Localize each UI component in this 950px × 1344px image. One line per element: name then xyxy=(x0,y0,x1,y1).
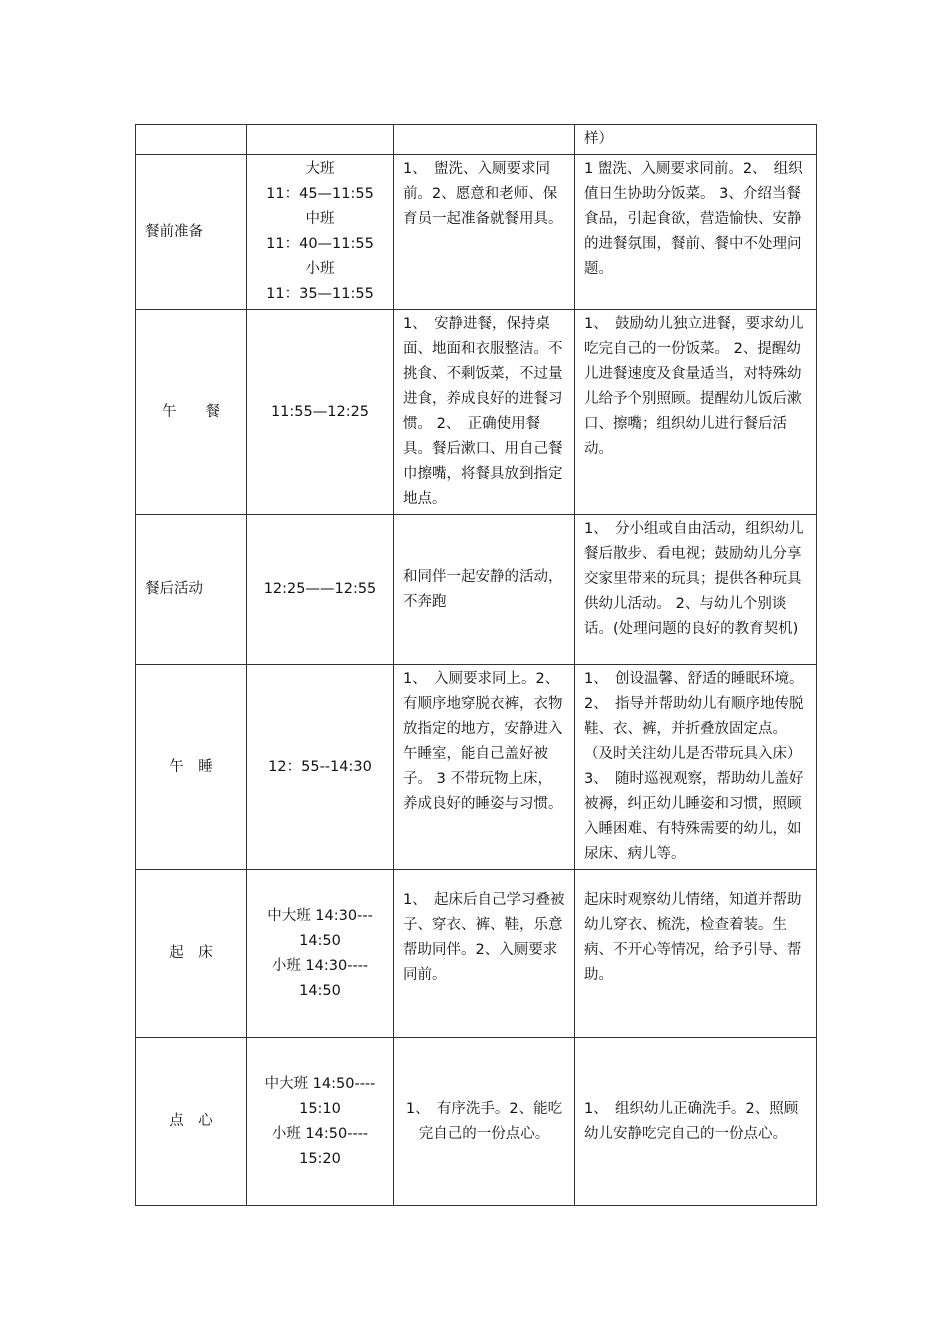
schedule-table xyxy=(135,124,817,1206)
child-requirement-cell xyxy=(394,125,575,155)
time-cell xyxy=(247,665,394,870)
teacher-duty-cell: 起床时观察幼儿情绪，知道并帮助幼儿穿衣、梳洗，检查着装。生病、不开心等情况，给予引导、帮助。 xyxy=(575,870,817,1038)
table-row xyxy=(136,155,817,310)
time-cell xyxy=(247,155,394,310)
time-line: 中班 xyxy=(305,211,335,227)
table-row xyxy=(136,665,817,870)
time-cell xyxy=(247,125,394,155)
time-line: 大班 xyxy=(305,161,335,177)
table-row xyxy=(136,125,817,155)
time-line: 12:25——12:55 xyxy=(263,581,377,597)
child-requirement-cell: 1、 有序洗手。2、能吃完自己的一份点心。 xyxy=(394,1038,575,1206)
time-line: 中大班 14:50---- xyxy=(264,1075,376,1092)
teacher-duty-cell: 1、 分小组或自由活动，组织幼儿餐后散步、看电视；鼓励幼儿分享交家里带来的玩具；提供各种玩具供幼儿活动。 2、与幼儿个别谈话。(处理问题的良好的教育契机) xyxy=(575,515,817,665)
child-requirement-cell: 1、 盥洗、入厕要求同前。2、愿意和老师、保育员一起准备就餐用具。 xyxy=(394,155,575,310)
activity-cell: 午 睡 xyxy=(136,665,247,870)
teacher-duty-cell: 1、 创设温馨、舒适的睡眠环境。 2、 指导并帮助幼儿有顺序地传脱鞋、衣、裤，并折叠放固定点。（及时关注幼儿是否带玩具入床）3、 随时巡视观察，帮助幼儿盖好被褥，纠正幼儿睡姿和习惯，照顾入睡困难、有特殊需要的幼儿，如尿床、病儿等。 xyxy=(575,665,817,870)
time-cell xyxy=(247,515,394,665)
activity-cell: 餐后活动 xyxy=(136,515,247,665)
activity-cell xyxy=(136,125,247,155)
activity-cell: 起 床 xyxy=(136,870,247,1038)
teacher-duty-cell: 样） xyxy=(575,125,817,155)
time-line: 15:20 xyxy=(299,1150,341,1167)
time-line: 15:10 xyxy=(299,1100,341,1117)
activity-cell: 餐前准备 xyxy=(136,155,247,310)
time-line: 中大班 14:30--- xyxy=(267,907,373,924)
time-line: 11：40—11:55 xyxy=(266,236,374,252)
time-line: 12：55--14:30 xyxy=(268,758,372,775)
child-requirement-cell: 1、 安静进餐，保持桌面、地面和衣服整洁。不挑食、不剩饭菜，不过量进食，养成良好的进餐习惯。 2、 正确使用餐具。餐后漱口、用自己餐巾擦嘴，将餐具放到指定地点。 xyxy=(394,310,575,515)
table-row xyxy=(136,515,817,665)
time-cell xyxy=(247,310,394,515)
time-line: 14:50 xyxy=(299,982,341,999)
time-line: 小班 14:50---- xyxy=(271,1125,369,1142)
teacher-duty-cell: 1、 组织幼儿正确洗手。2、照顾幼儿安静吃完自己的一份点心。 xyxy=(575,1038,817,1206)
activity-cell: 点 心 xyxy=(136,1038,247,1206)
table-row xyxy=(136,310,817,515)
table-row xyxy=(136,1038,817,1206)
teacher-duty-cell: 1 盥洗、入厕要求同前。2、 组织值日生协助分饭菜。 3、介绍当餐食品，引起食欲，营造愉快、安静的进餐氛围，餐前、餐中不处理问题。 xyxy=(575,155,817,310)
time-line: 小班 14:30---- xyxy=(271,957,369,974)
table-row xyxy=(136,870,817,1038)
child-requirement-cell: 1、 入厕要求同上。2、 有顺序地穿脱衣裤，衣物放指定的地方，安静进入午睡室，能自己盖好被子。 3 不带玩物上床，养成良好的睡姿与习惯。 xyxy=(394,665,575,870)
child-requirement-cell: 和同伴一起安静的活动，不奔跑 xyxy=(394,515,575,665)
time-line: 11：45—11:55 xyxy=(266,186,374,202)
time-cell xyxy=(247,1038,394,1206)
teacher-duty-cell: 1、 鼓励幼儿独立进餐，要求幼儿吃完自己的一份饭菜。 2、提醒幼儿进餐速度及食量适当，对特殊幼儿给予个别照顾。提醒幼儿饭后漱口、擦嘴；组织幼儿进行餐后活动。 xyxy=(575,310,817,515)
activity-cell: 午 餐 xyxy=(136,310,247,515)
time-line: 小班 xyxy=(305,261,335,277)
time-cell xyxy=(247,870,394,1038)
child-requirement-cell: 1、 起床后自己学习叠被子、穿衣、裤、鞋，乐意帮助同伴。2、入厕要求同前。 xyxy=(394,870,575,1038)
time-line: 14:50 xyxy=(299,932,341,949)
time-line: 11:55—12:25 xyxy=(270,403,370,420)
time-line: 11：35—11:55 xyxy=(266,286,374,302)
